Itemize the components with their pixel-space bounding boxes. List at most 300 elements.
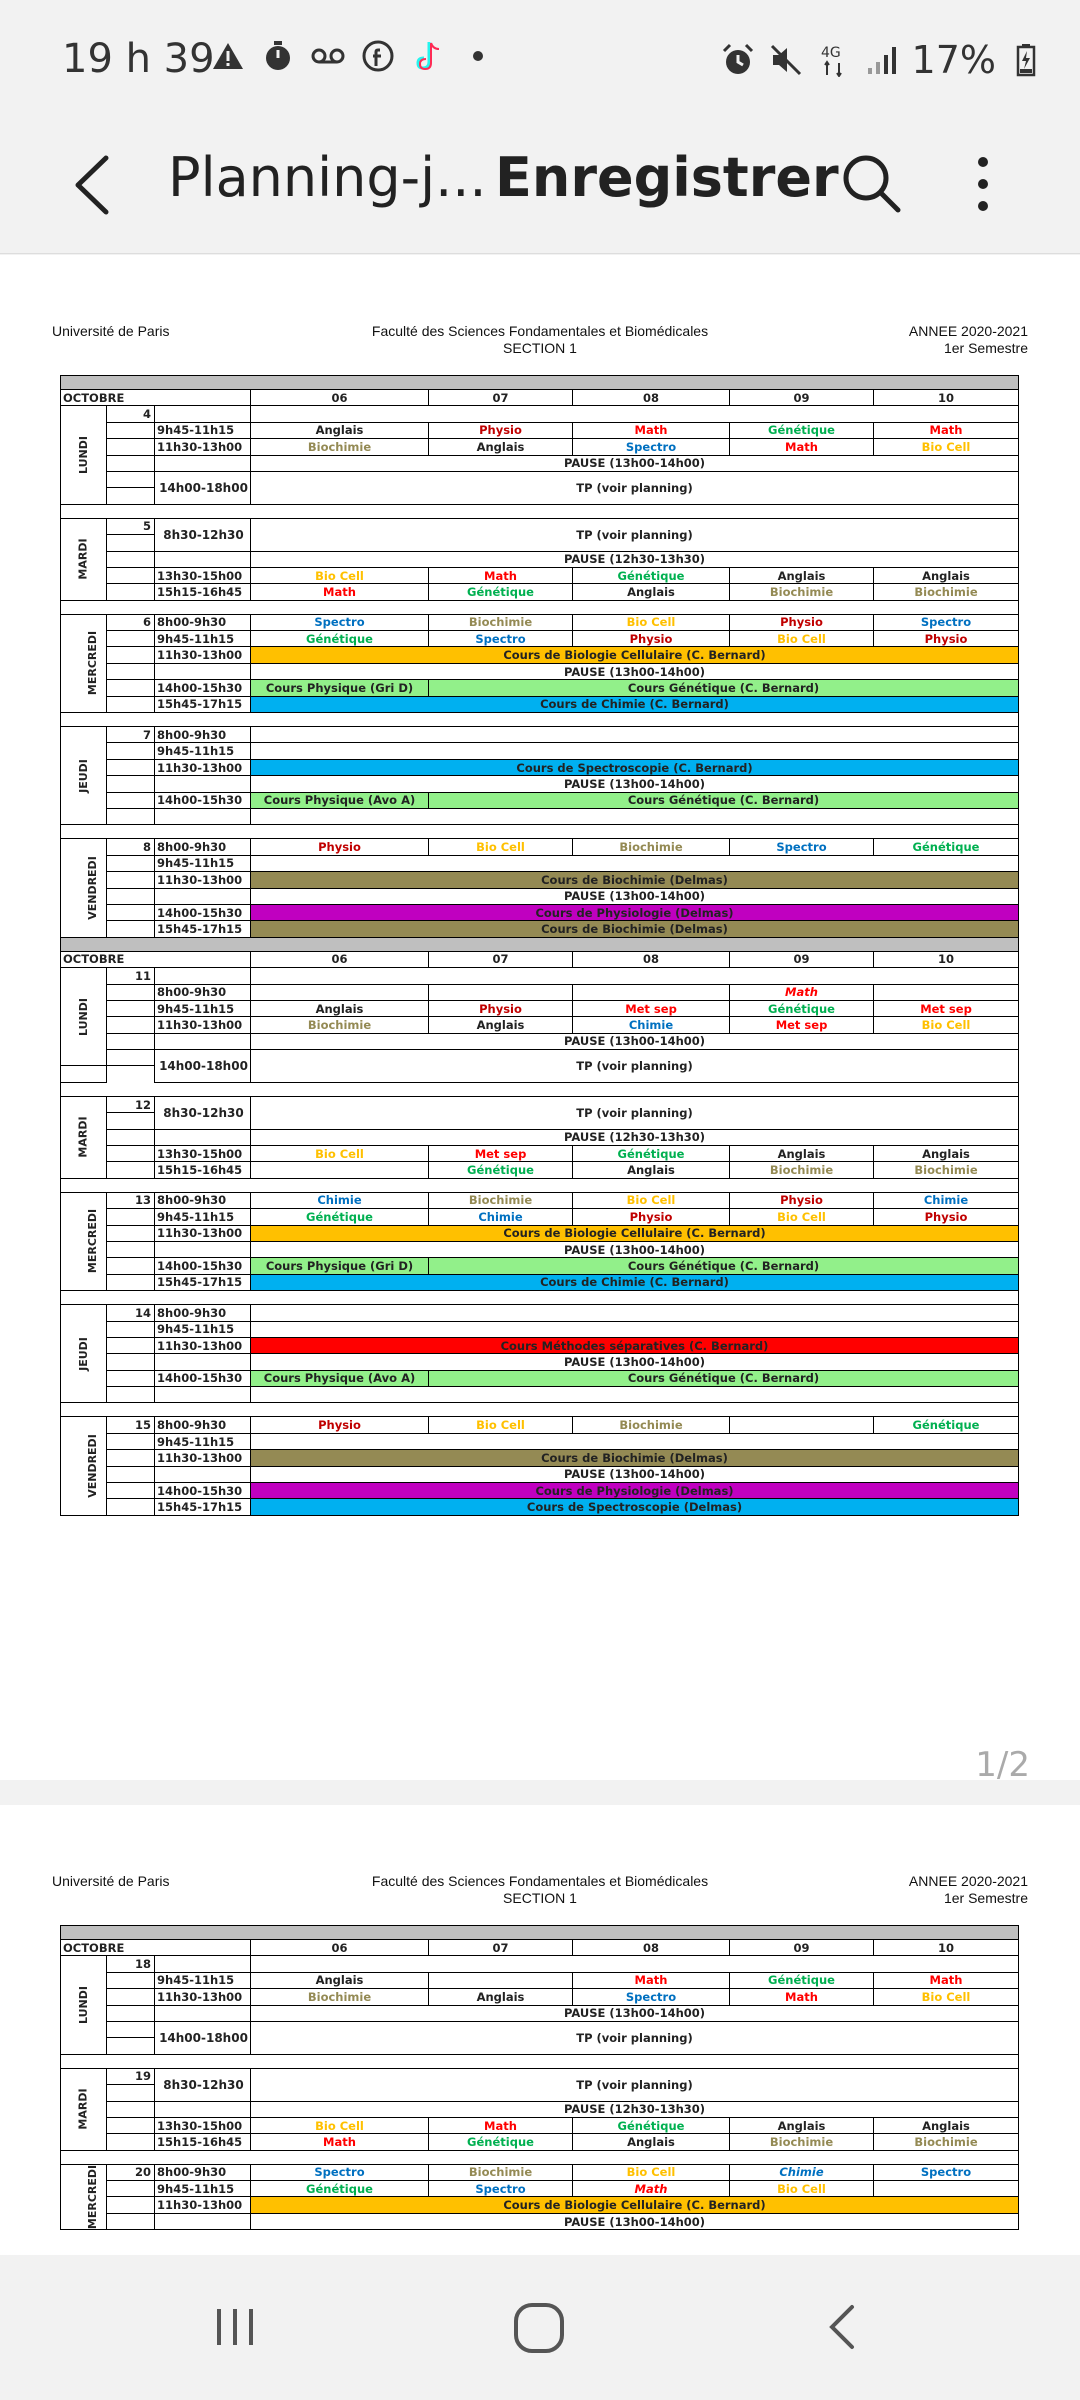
course-cell: Génétique — [730, 422, 874, 438]
course-cell: Cours de Spectroscopie (C. Bernard) — [251, 759, 1019, 775]
schedule-row — [61, 1337, 1019, 1353]
schedule-row — [61, 1483, 1019, 1499]
mute-icon — [768, 42, 804, 78]
month-label: OCTOBRE — [61, 951, 251, 967]
more-options-icon[interactable] — [968, 144, 998, 224]
time-slot — [155, 808, 251, 824]
date-number — [107, 1354, 155, 1370]
course-cell: Biochimie — [874, 1162, 1019, 1178]
time-slot — [155, 1033, 251, 1049]
course-cell: Met sep — [573, 1000, 730, 1016]
time-slot: 8h00-9h30 — [155, 1305, 251, 1321]
separator-cell — [61, 1403, 1019, 1417]
empty-cell — [251, 1433, 1019, 1449]
day-separator — [61, 2150, 1019, 2164]
time-slot: 15h45-17h15 — [155, 1499, 251, 1515]
course-cell: Anglais — [573, 584, 730, 600]
course-cell: Met sep — [730, 1017, 874, 1033]
date-number: 19 — [107, 2068, 155, 2084]
course-cell: Bio Cell — [874, 1989, 1019, 2005]
course-cell: Bio Cell — [251, 2117, 429, 2133]
course-cell: Physio — [573, 631, 730, 647]
time-slot: 9h45-11h15 — [155, 1433, 251, 1449]
course-cell: TP (voir planning) — [251, 1096, 1019, 1129]
date-number — [107, 1989, 155, 2005]
time-slot: 14h00-15h30 — [155, 904, 251, 920]
date-number: 15 — [107, 1417, 155, 1433]
separator-cell — [61, 2054, 1019, 2068]
course-cell: PAUSE (13h00-14h00) — [251, 888, 1019, 904]
course-cell: Math — [573, 422, 730, 438]
time-slot: 9h45-11h15 — [155, 743, 251, 759]
time-slot: 15h15-16h45 — [155, 2134, 251, 2150]
course-cell: Spectro — [251, 614, 429, 630]
schedule-row — [61, 2101, 1019, 2117]
empty-cell — [251, 1162, 429, 1178]
course-cell: Biochimie — [251, 1017, 429, 1033]
course-cell: Bio Cell — [251, 567, 429, 583]
schedule-row — [61, 2117, 1019, 2133]
separator-cell — [61, 1082, 1019, 1096]
date-number — [107, 2117, 155, 2133]
schedule-row — [61, 839, 1019, 855]
date-number — [107, 2181, 155, 2197]
date-number — [107, 1017, 155, 1033]
course-cell: PAUSE (13h00-14h00) — [251, 1033, 1019, 1049]
empty-cell — [251, 984, 429, 1000]
course-cell: Cours Génétique (C. Bernard) — [429, 680, 1019, 696]
date-column-header: 06 — [251, 390, 429, 406]
save-button[interactable]: Enregistrer — [495, 146, 839, 209]
course-cell: Bio Cell — [573, 2164, 730, 2180]
time-slot: 8h00-9h30 — [155, 2164, 251, 2180]
schedule-row — [61, 551, 1019, 567]
year-semester — [909, 1873, 1028, 1907]
date-number: 5 — [107, 518, 155, 534]
schedule-row — [61, 696, 1019, 712]
time-slot: 14h00-15h30 — [155, 680, 251, 696]
day-separator — [61, 713, 1019, 727]
svg-text:4G: 4G — [820, 45, 841, 61]
course-cell: Physio — [429, 1000, 573, 1016]
course-cell: Bio Cell — [874, 1017, 1019, 1033]
schedule-row — [61, 1241, 1019, 1257]
course-cell: PAUSE (13h00-14h00) — [251, 2005, 1019, 2021]
time-slot — [155, 1466, 251, 1482]
section-name: SECTION 1 — [503, 1890, 577, 1906]
date-number — [107, 551, 155, 567]
time-slot: 8h00-9h30 — [155, 839, 251, 855]
date-number — [107, 2197, 155, 2213]
time-slot: 11h30-13h00 — [155, 1225, 251, 1241]
time-slot: 15h45-17h15 — [155, 1274, 251, 1290]
course-cell: Cours Physique (Avo A) — [251, 792, 429, 808]
system-icons — [720, 38, 1044, 82]
date-number: 13 — [107, 1192, 155, 1208]
back-icon[interactable] — [68, 150, 118, 220]
course-cell: Cours de Spectroscopie (Delmas) — [251, 1499, 1019, 1515]
date-number — [107, 984, 155, 1000]
university-name: Université de Paris — [52, 323, 170, 339]
number-cell — [107, 2038, 155, 2054]
time-slot: 11h30-13h00 — [155, 1017, 251, 1033]
time-slot — [155, 1354, 251, 1370]
time-slot: 9h45-11h15 — [155, 2181, 251, 2197]
schedule-row — [61, 1370, 1019, 1386]
day-label-text: MARDI — [76, 2088, 90, 2130]
course-cell: Math — [429, 2117, 573, 2133]
faculty-name: Faculté des Sciences Fondamentales et Biomédicales — [371, 1873, 709, 1889]
schedule-row — [61, 1450, 1019, 1466]
course-cell: Cours de Biochimie (Delmas) — [251, 872, 1019, 888]
date-number: 18 — [107, 1956, 155, 1972]
empty-cell — [251, 1387, 1019, 1403]
signal-icon — [864, 42, 900, 78]
date-number — [107, 455, 155, 471]
course-cell: Génétique — [429, 1162, 573, 1178]
course-cell: Spectro — [874, 614, 1019, 630]
course-cell: Physio — [573, 1209, 730, 1225]
faculty-name: Faculté des Sciences Fondamentales et Biomédicales — [371, 323, 709, 339]
course-cell: Spectro — [429, 631, 573, 647]
date-number — [107, 2021, 155, 2037]
schedule-row — [61, 984, 1019, 1000]
course-cell: Cours Physique (Avo A) — [251, 1370, 429, 1386]
date-column-header: 09 — [730, 390, 874, 406]
navigation-bar — [0, 2255, 1080, 2400]
date-number — [107, 2005, 155, 2021]
course-cell: Spectro — [573, 1989, 730, 2005]
date-number — [107, 1225, 155, 1241]
course-cell: Cours Physique (Gri D) — [251, 1258, 429, 1274]
schedule-row — [61, 1033, 1019, 1049]
date-number — [107, 1146, 155, 1162]
day-separator — [61, 2054, 1019, 2068]
schedule-row — [61, 888, 1019, 904]
date-column-header: 08 — [573, 1940, 730, 1956]
academic-year: ANNEE 2020-2021 — [908, 1873, 1028, 1889]
date-number — [107, 2101, 155, 2117]
course-cell: Anglais — [429, 439, 573, 455]
schedule-row — [61, 631, 1019, 647]
day-label-text: VENDREDI — [85, 1434, 99, 1498]
time-slot: 14h00-15h30 — [155, 792, 251, 808]
schedule-row — [61, 1417, 1019, 1433]
date-column-header: 06 — [251, 1940, 429, 1956]
course-cell: Cours de Physiologie (Delmas) — [251, 1483, 1019, 1499]
course-cell: Anglais — [874, 567, 1019, 583]
course-cell: Cours Méthodes séparatives (C. Bernard) — [251, 1337, 1019, 1353]
course-cell: Chimie — [573, 1017, 730, 1033]
app-bar — [0, 120, 1080, 254]
date-number: 8 — [107, 839, 155, 855]
timer-icon — [260, 38, 296, 74]
course-cell: PAUSE (12h30-13h30) — [251, 2101, 1019, 2117]
date-number — [107, 567, 155, 583]
course-cell: Anglais — [573, 2134, 730, 2150]
time-slot: 14h00-15h30 — [155, 1258, 251, 1274]
day-label-text: VENDREDI — [85, 856, 99, 920]
time-slot — [155, 968, 251, 984]
course-cell: Bio Cell — [573, 1192, 730, 1208]
date-number — [107, 1209, 155, 1225]
separator-cell — [61, 2150, 1019, 2164]
date-number — [107, 888, 155, 904]
day-separator — [61, 504, 1019, 518]
time-slot: 9h45-11h15 — [155, 1000, 251, 1016]
course-cell: TP (voir planning) — [251, 518, 1019, 551]
course-cell: Génétique — [251, 2181, 429, 2197]
course-cell: Anglais — [429, 1989, 573, 2005]
course-cell: PAUSE (13h00-14h00) — [251, 776, 1019, 792]
day-separator — [61, 825, 1019, 839]
course-cell: PAUSE (13h00-14h00) — [251, 663, 1019, 679]
schedule-row — [61, 2021, 1019, 2037]
empty-cell — [251, 743, 1019, 759]
faculty-section — [52, 323, 1028, 357]
empty-cell — [730, 1417, 874, 1433]
course-cell: Cours Génétique (C. Bernard) — [429, 1370, 1019, 1386]
date-number — [107, 904, 155, 920]
course-cell: Anglais — [730, 1146, 874, 1162]
divider-cell — [61, 937, 1019, 951]
course-cell: Génétique — [874, 1417, 1019, 1433]
course-cell: PAUSE (13h00-14h00) — [251, 1241, 1019, 1257]
course-cell: Cours de Biologie Cellulaire (C. Bernard) — [251, 2197, 1019, 2213]
number-cell — [107, 488, 155, 504]
course-cell: Génétique — [251, 631, 429, 647]
course-cell: Math — [730, 984, 874, 1000]
date-number — [107, 422, 155, 438]
date-column-header: 07 — [429, 390, 573, 406]
time-slot — [155, 455, 251, 471]
course-cell: Génétique — [429, 584, 573, 600]
schedule-row — [61, 1129, 1019, 1145]
course-cell: Bio Cell — [730, 631, 874, 647]
empty-cell — [573, 984, 730, 1000]
course-cell: Anglais — [874, 1146, 1019, 1162]
course-cell: Biochimie — [730, 584, 874, 600]
schedule-row — [61, 567, 1019, 583]
day-separator — [61, 1403, 1019, 1417]
day-label-text: LUNDI — [76, 997, 90, 1036]
time-slot: 8h00-9h30 — [155, 1417, 251, 1433]
schedule-row — [61, 1956, 1019, 1972]
day-label-text: MARDI — [76, 1116, 90, 1158]
date-number — [107, 921, 155, 937]
date-number — [107, 1258, 155, 1274]
date-number — [107, 1499, 155, 1515]
separator-cell — [61, 504, 1019, 518]
schedule-row — [61, 2197, 1019, 2213]
schedule-row — [61, 904, 1019, 920]
course-cell: Anglais — [874, 2117, 1019, 2133]
empty-cell — [251, 808, 1019, 824]
course-cell: Anglais — [251, 422, 429, 438]
date-column-header: 07 — [429, 951, 573, 967]
schedule-row — [61, 2068, 1019, 2084]
status-bar — [0, 0, 1080, 120]
schedule-row — [61, 1017, 1019, 1033]
course-cell: Spectro — [429, 2181, 573, 2197]
date-number — [107, 1337, 155, 1353]
course-cell: Math — [874, 1972, 1019, 1988]
course-cell: Bio Cell — [573, 614, 730, 630]
date-number: 20 — [107, 2164, 155, 2180]
course-cell: Chimie — [251, 1192, 429, 1208]
date-column-header: 10 — [874, 951, 1019, 967]
number-cell — [107, 1113, 155, 1129]
date-number — [107, 1450, 155, 1466]
schedule-row — [61, 518, 1019, 534]
search-icon[interactable] — [836, 144, 906, 224]
time-slot — [155, 1241, 251, 1257]
pdf-viewer[interactable] — [0, 255, 1080, 2255]
course-cell: Bio Cell — [429, 839, 573, 855]
schedule-row — [61, 584, 1019, 600]
day-separator — [61, 1082, 1019, 1096]
schedule-row — [61, 1225, 1019, 1241]
date-number — [107, 1033, 155, 1049]
course-cell: Bio Cell — [251, 1146, 429, 1162]
time-slot — [155, 1387, 251, 1403]
course-cell: Biochimie — [429, 1192, 573, 1208]
date-number — [107, 1387, 155, 1403]
course-cell: PAUSE (13h00-14h00) — [251, 2213, 1019, 2229]
day-label-text: LUNDI — [76, 436, 90, 475]
course-cell: Physio — [730, 614, 874, 630]
schedule-row — [61, 776, 1019, 792]
time-slot: 15h45-17h15 — [155, 696, 251, 712]
day-label-text: MERCREDI — [86, 631, 100, 696]
course-cell: Anglais — [730, 567, 874, 583]
day-label — [61, 2164, 107, 2230]
empty-cell — [251, 1321, 1019, 1337]
empty-cell — [251, 727, 1019, 743]
course-cell: Génétique — [429, 2134, 573, 2150]
time-slot: 15h45-17h15 — [155, 921, 251, 937]
time-slot — [155, 406, 251, 422]
course-cell: Biochimie — [251, 439, 429, 455]
date-number — [107, 792, 155, 808]
day-separator — [61, 600, 1019, 614]
schedule-row — [61, 1305, 1019, 1321]
schedule-row — [61, 422, 1019, 438]
schedule-row — [61, 680, 1019, 696]
day-label — [61, 1956, 107, 2054]
course-cell: Anglais — [730, 2117, 874, 2133]
date-number — [107, 647, 155, 663]
course-cell: Math — [251, 2134, 429, 2150]
battery-percent: 17% — [911, 38, 996, 82]
separator-cell — [61, 1178, 1019, 1192]
date-column-header: 08 — [573, 390, 730, 406]
course-cell: Biochimie — [874, 2134, 1019, 2150]
schedule-row — [61, 1000, 1019, 1016]
time-slot: 9h45-11h15 — [155, 631, 251, 647]
schedule-row — [61, 1387, 1019, 1403]
course-cell: Bio Cell — [429, 1417, 573, 1433]
empty-cell — [251, 406, 1019, 422]
section-name: SECTION 1 — [503, 340, 577, 356]
course-cell: Chimie — [429, 1209, 573, 1225]
date-number — [107, 2213, 155, 2229]
time-slot: 14h00-15h30 — [155, 1370, 251, 1386]
schedule-row — [61, 855, 1019, 871]
date-number — [107, 759, 155, 775]
course-cell: Spectro — [730, 839, 874, 855]
home-icon[interactable] — [508, 2297, 572, 2361]
schedule-row — [61, 1466, 1019, 1482]
facebook-icon — [360, 38, 396, 74]
course-cell: Spectro — [874, 2164, 1019, 2180]
number-cell — [107, 535, 155, 551]
schedule-row — [61, 808, 1019, 824]
schedule-row — [61, 2005, 1019, 2021]
schedule-row — [61, 647, 1019, 663]
network-4g-icon — [816, 42, 852, 78]
time-slot: 14h00-18h00 — [155, 471, 251, 504]
date-number — [107, 1162, 155, 1178]
time-slot: 11h30-13h00 — [155, 439, 251, 455]
schedule-row — [61, 1274, 1019, 1290]
date-number: 4 — [107, 406, 155, 422]
separator-cell — [61, 1291, 1019, 1305]
time-slot: 8h00-9h30 — [155, 727, 251, 743]
course-cell: Physio — [874, 631, 1019, 647]
pdf-page-2 — [0, 1805, 1080, 2255]
date-column-header: 06 — [251, 951, 429, 967]
course-cell: TP (voir planning) — [251, 2021, 1019, 2054]
recent-apps-icon[interactable] — [205, 2297, 265, 2357]
day-label-text: MERCREDI — [86, 1209, 100, 1274]
page-counter: 1/2 — [975, 1745, 1030, 1785]
course-cell: Génétique — [573, 567, 730, 583]
university-name: Université de Paris — [52, 1873, 170, 1889]
course-cell: Met sep — [429, 1146, 573, 1162]
schedule-row — [61, 1050, 1019, 1066]
empty-cell — [429, 1972, 573, 1988]
empty-cell — [251, 1956, 1019, 1972]
time-slot: 11h30-13h00 — [155, 759, 251, 775]
course-cell: Génétique — [730, 1000, 874, 1016]
back-nav-icon[interactable] — [818, 2297, 868, 2357]
time-slot: 9h45-11h15 — [155, 1209, 251, 1225]
time-slot: 9h45-11h15 — [155, 422, 251, 438]
schedule-row — [61, 2181, 1019, 2197]
time-slot: 11h30-13h00 — [155, 1450, 251, 1466]
course-cell: PAUSE (12h30-13h30) — [251, 1129, 1019, 1145]
time-slot: 9h45-11h15 — [155, 1972, 251, 1988]
time-slot: 8h00-9h30 — [155, 614, 251, 630]
tiktok-icon — [410, 38, 446, 74]
day-label-text: JEUDI — [76, 1336, 90, 1371]
section-divider — [61, 376, 1019, 390]
course-cell: Biochimie — [429, 2164, 573, 2180]
course-cell: Physio — [429, 422, 573, 438]
course-cell: Cours de Biochimie (Delmas) — [251, 921, 1019, 937]
time-slot: 14h00-18h00 — [155, 1050, 251, 1083]
separator-cell — [61, 600, 1019, 614]
time-slot — [155, 888, 251, 904]
page-header — [52, 1873, 1028, 1913]
schedule-table — [60, 375, 1019, 1516]
time-slot — [155, 551, 251, 567]
date-number: 12 — [107, 1096, 155, 1112]
time-slot: 9h45-11h15 — [155, 1321, 251, 1337]
course-cell: Physio — [251, 839, 429, 855]
course-cell: PAUSE (13h00-14h00) — [251, 1354, 1019, 1370]
